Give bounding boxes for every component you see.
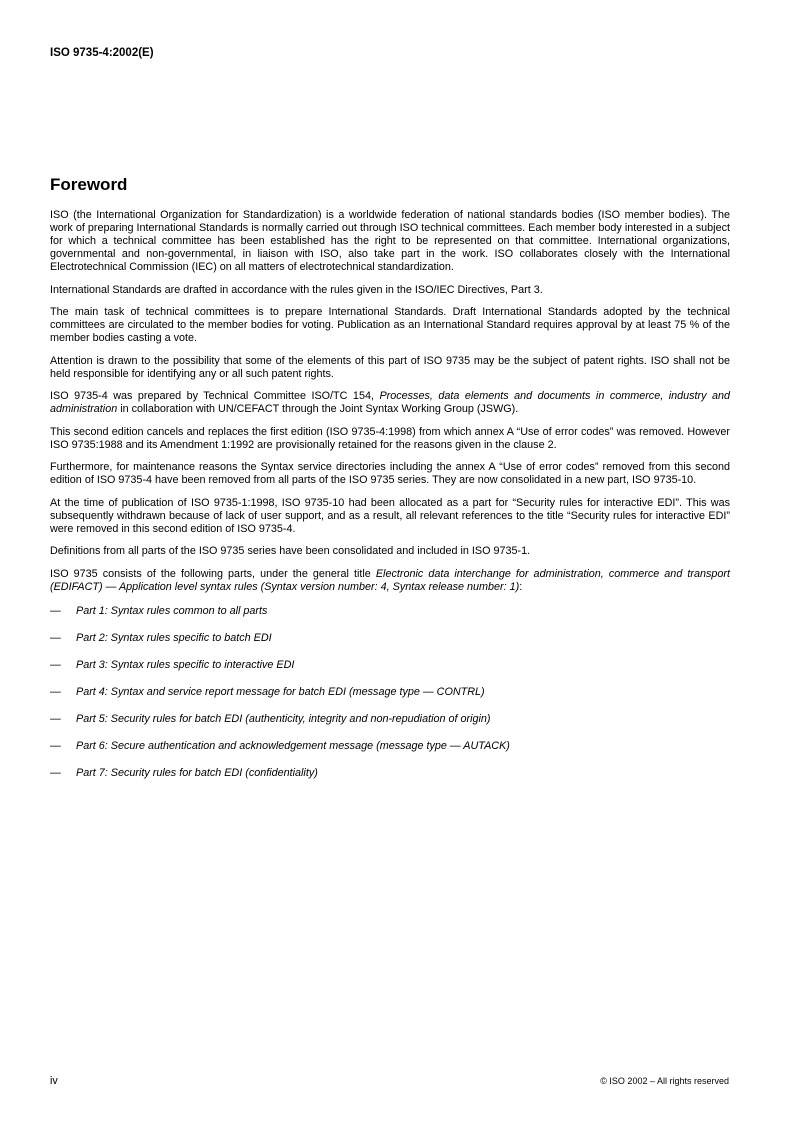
list-item: — Part 3: Syntax rules specific to interactive EDI xyxy=(50,658,295,671)
list-item: — Part 2: Syntax rules specific to batch EDI xyxy=(50,631,272,644)
paragraph-patent: Attention is drawn to the possibility that some of the elements of this part of ISO 9735 may be the subject of patent rights. ISO shall not be held responsible for identifying any or all such patent rights. xyxy=(50,354,730,380)
document-id: ISO 9735-4:2002(E) xyxy=(50,47,154,59)
copyright-notice: © ISO 2002 – All rights reserved xyxy=(600,1076,729,1086)
list-item: — Part 7: Security rules for batch EDI (confidentiality) xyxy=(50,766,318,779)
paragraph-maintenance: Furthermore, for maintenance reasons the Syntax service directories including the annex A “Use of error codes” removed from this second edition of ISO 9735-4 have been removed from all parts of the ISO 9735 series. They are now consolidated in a new part, ISO 9735-10. xyxy=(50,461,730,486)
paragraph-definitions: Definitions from all parts of the ISO 9735 series have been consolidated and included in ISO 9735-1. xyxy=(50,545,531,557)
paragraph-parts-intro: ISO 9735 consists of the following parts, under the general title Electronic data interchange for administration, commerce and transport (EDIFACT) — Application level syntax rules (Syntax version number: 4, Syntax release number: 1): xyxy=(50,567,730,593)
paragraph-prepared-by: ISO 9735-4 was prepared by Technical Committee ISO/TC 154, Processes, data elements and documents in commerce, industry and administration in collaboration with UN/CEFACT through the Joint Syntax Working Group (JSWG). xyxy=(50,390,730,415)
paragraph-committees: The main task of technical committees is to prepare International Standards. Draft International Standards adopted by the technical committees are circulated to the member bodies for voting. Publication as an International Standard requires approval by at least 75 % of the member bodies casting a vote. xyxy=(50,306,730,344)
page-number: iv xyxy=(50,1075,58,1087)
paragraph-directives: International Standards are drafted in accordance with the rules given in the ISO/IEC Directives, Part 3. xyxy=(50,283,543,296)
page-title: Foreword xyxy=(50,175,128,194)
list-item: — Part 1: Syntax rules common to all parts xyxy=(50,604,268,617)
parts-list xyxy=(50,605,730,780)
list-item: — Part 6: Secure authentication and acknowledgement message (message type — AUTACK) xyxy=(50,739,510,752)
foreword-body xyxy=(50,209,730,794)
paragraph-second-edition: This second edition cancels and replaces the first edition (ISO 9735-4:1998) from which annex A “Use of error codes” was removed. However ISO 9735:1988 and its Amendment 1:1992 are provisionally retained for the reasons given in the clause 2. xyxy=(50,425,730,451)
list-item: — Part 4: Syntax and service report message for batch EDI (message type — CONTRL) xyxy=(50,685,485,698)
paragraph-publication-history: At the time of publication of ISO 9735-1:1998, ISO 9735-10 had been allocated as a part for “Security rules for interactive EDI”. This was subsequently withdrawn because of lack of user support, and as a result, all relevant references to the title “Security rules for interactive EDI” were removed in this second edition of ISO 9735-4. xyxy=(50,496,730,535)
list-item: — Part 5: Security rules for batch EDI (authenticity, integrity and non-repudiation of origin) xyxy=(50,712,491,725)
paragraph-iso-intro: ISO (the International Organization for Standardization) is a worldwide federation of national standards bodies (ISO member bodies). The work of preparing International Standards is normally carried out through ISO technical committees. Each member body interested in a subject for which a technical committee has been established has the right to be represented on that committee. International organizations, governmental and non-governmental, in liaison with ISO, also take part in the work. ISO collaborates closely with the International Electrotechnical Commission (IEC) on all matters of electrotechnical standardization. xyxy=(50,209,730,273)
